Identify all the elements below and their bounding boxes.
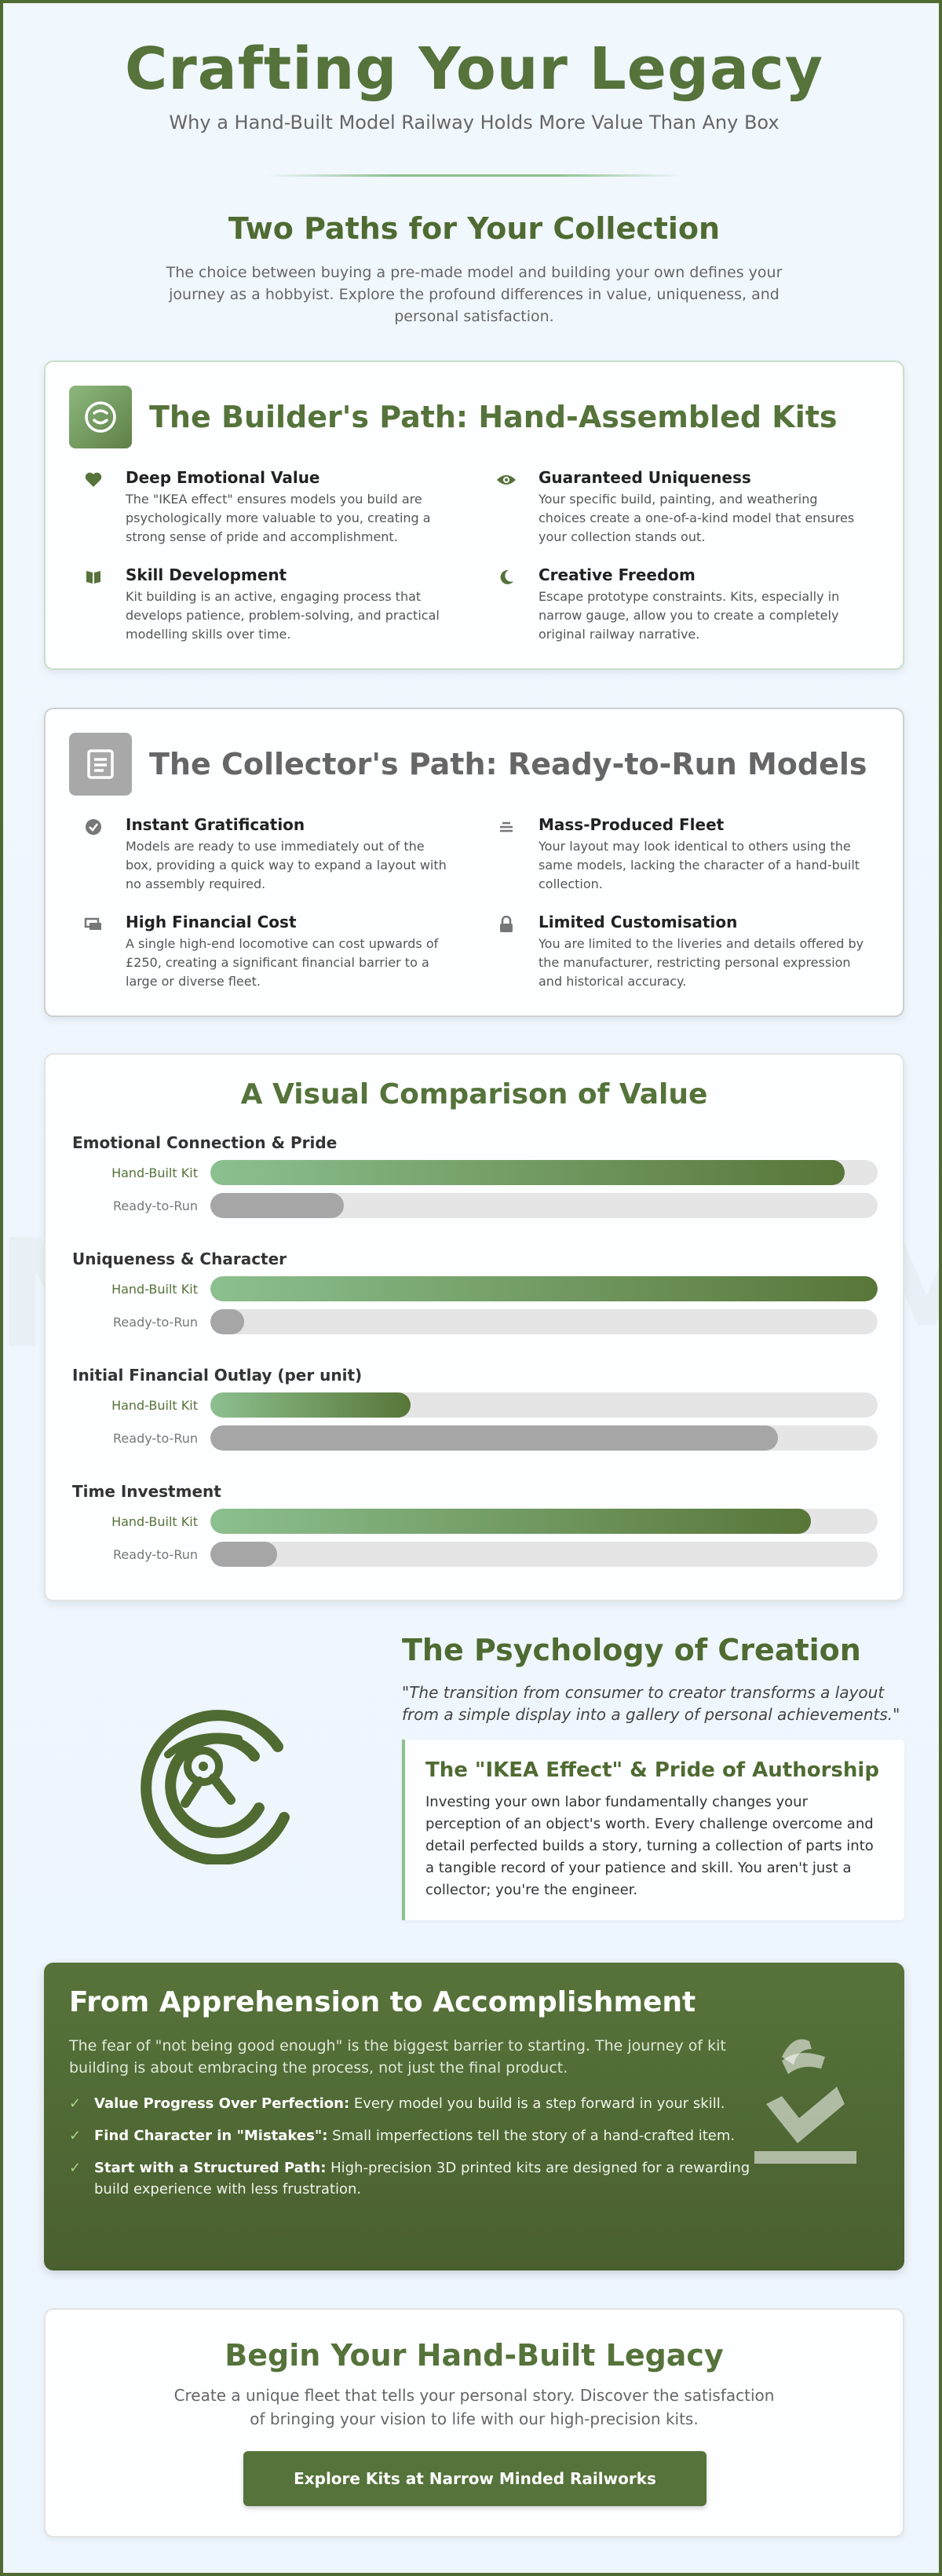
bar-label: Hand-Built Kit (111, 1398, 198, 1413)
metric-name: Time Investment (72, 1482, 221, 1501)
comparison-metric (72, 1133, 878, 1218)
list-item (69, 2125, 752, 2146)
bar-fill-handbuilt (210, 1276, 878, 1301)
feature-text: You are limited to the liveries and details offered by the manufacturer, restricting personal expression and historical accuracy. (539, 936, 864, 989)
bar-fill-rtr (210, 1193, 344, 1218)
cta-card (44, 2308, 904, 2538)
bar-fill-handbuilt (210, 1509, 811, 1534)
item-text: Every model you build is a step forward in your skill. (349, 2095, 725, 2112)
bar-label: Hand-Built Kit (111, 1165, 198, 1180)
bar-track (210, 1276, 878, 1301)
item-bold: Value Progress Over Perfection: (94, 2095, 350, 2112)
apprehension-title: From Apprehension to Accomplishment (69, 1986, 696, 2018)
check-icon: ✓ (69, 2160, 82, 2176)
item-bold: Find Character in "Mistakes": (94, 2128, 328, 2144)
collector-card-title: The Collector's Path: Ready-to-Run Models (149, 747, 867, 781)
builder-feature (496, 565, 865, 644)
psychology-section (402, 1633, 904, 1920)
bar-row-handbuilt (72, 1276, 878, 1301)
box-icon (69, 733, 132, 796)
ikea-box-title: The "IKEA Effect" & Pride of Authorship (425, 1758, 879, 1782)
heart-icon (83, 470, 104, 490)
bar-label: Ready-to-Run (113, 1431, 198, 1446)
apprehension-lead: The fear of "not being good enough" is the biggest barrier to starting. The journey of kit building is about embracing the process, not just the final product. (69, 2037, 726, 2077)
brain-gear-icon (121, 1700, 301, 1864)
comparison-metric (72, 1250, 878, 1334)
item-bold: Start with a Structured Path: (94, 2160, 327, 2176)
collector-feature (83, 815, 452, 894)
bar-track (210, 1425, 878, 1451)
bar-row-handbuilt (72, 1509, 878, 1534)
check-icon: ✓ (69, 2128, 82, 2144)
explore-kits-button[interactable]: Explore Kits at Narrow Minded Railworks (243, 2451, 706, 2506)
feature-title: Instant Gratification (126, 815, 305, 834)
feature-title: Mass-Produced Fleet (539, 815, 725, 834)
feature-text: Your layout may look identical to others using the same models, lacking the character of a hand-built collection. (539, 839, 860, 891)
builder-feature (83, 468, 452, 547)
bar-label: Ready-to-Run (113, 1315, 198, 1330)
feature-title: Skill Development (126, 565, 287, 584)
bar-track (210, 1542, 878, 1567)
builder-feature (83, 565, 452, 644)
bar-row-rtr (72, 1425, 878, 1451)
collector-feature (496, 815, 865, 894)
feature-title: Creative Freedom (539, 565, 696, 584)
check-circle-icon (83, 817, 104, 837)
bar-row-rtr (72, 1542, 878, 1567)
feature-title: Limited Customisation (539, 913, 738, 931)
feature-title: Guaranteed Uniqueness (539, 468, 751, 487)
psychology-quote: "The transition from consumer to creator transforms a layout from a simple display into a gallery of personal achievements." (402, 1683, 900, 1724)
feature-text: The "IKEA effect" ensures models you build are psychologically more valuable to you, creating a strong sense of pride and accomplishment. (126, 492, 431, 544)
bar-row-rtr (72, 1309, 878, 1334)
ikea-effect-box (402, 1740, 904, 1920)
bar-track (210, 1309, 878, 1334)
thumbs-up-check-icon (750, 2025, 860, 2167)
ikea-box-text: Investing your own labor fundamentally changes your perception of an object's worth. Every challenge overcome and detail perfected builds a story, turning a collection of parts into a tangible record of your patience and skill. You aren't just a collector; you're the engineer. (425, 1794, 874, 1898)
smiley-face-icon (69, 386, 132, 448)
cta-text: Create a unique fleet that tells your personal story. Discover the satisfaction of bringing your vision to life with our high-precision kits. (173, 2386, 775, 2428)
check-icon: ✓ (69, 2095, 82, 2112)
apprehension-list (69, 2093, 752, 2211)
lock-icon (496, 914, 517, 935)
comparison-metric (72, 1366, 878, 1451)
bar-label: Ready-to-Run (113, 1198, 198, 1213)
builder-card (44, 360, 904, 670)
bar-fill-rtr (210, 1425, 778, 1451)
metric-name: Emotional Connection & Pride (72, 1133, 338, 1152)
moon-icon (496, 567, 517, 587)
collector-card (44, 708, 904, 1017)
bar-row-rtr (72, 1193, 878, 1218)
item-text: High-precision 3D printed kits are designed for a rewarding build experience with less frustration. (94, 2160, 750, 2197)
bar-fill-rtr (210, 1309, 244, 1334)
collector-feature (496, 913, 865, 991)
bar-fill-handbuilt (210, 1392, 411, 1418)
page-title: Crafting Your Legacy (124, 35, 823, 103)
bar-fill-handbuilt (210, 1160, 845, 1185)
comparison-metric (72, 1482, 878, 1567)
metric-name: Uniqueness & Character (72, 1250, 287, 1268)
feature-title: High Financial Cost (126, 913, 297, 931)
list-item (69, 2157, 752, 2200)
cta-title: Begin Your Hand-Built Legacy (225, 2338, 724, 2373)
feature-text: Kit building is an active, engaging process that develops patience, problem-solving, and practical modelling skills over time. (126, 589, 440, 642)
bar-label: Ready-to-Run (113, 1547, 198, 1562)
bar-track (210, 1193, 878, 1218)
feature-text: Escape prototype constraints. Kits, especially in narrow gauge, allow you to create a completely original railway narrative. (539, 589, 840, 642)
feature-text: Your specific build, painting, and weathering choices create a one-of-a-kind model that ensures your collection stands out. (539, 492, 855, 544)
bar-row-handbuilt (72, 1160, 878, 1185)
comparison-title: A Visual Comparison of Value (240, 1078, 708, 1111)
bar-label: Hand-Built Kit (111, 1282, 198, 1297)
builder-card-title: The Builder's Path: Hand-Assembled Kits (149, 400, 838, 434)
collector-feature (83, 913, 452, 991)
bar-label: Hand-Built Kit (111, 1514, 198, 1529)
builder-card-header (69, 386, 838, 448)
feature-text: Models are ready to use immediately out of the box, providing a quick way to expand a layout with no assembly required. (126, 839, 447, 891)
comparison-card (44, 1053, 904, 1601)
list-item (69, 2093, 752, 2114)
bar-track (210, 1160, 878, 1185)
feature-title: Deep Emotional Value (126, 468, 320, 487)
apprehension-banner (44, 1963, 904, 2270)
page-subtitle: Why a Hand-Built Model Railway Holds More Value Than Any Box (169, 112, 780, 134)
bar-row-handbuilt (72, 1392, 878, 1418)
item-text: Small imperfections tell the story of a hand-crafted item. (327, 2128, 736, 2144)
intro-text: The choice between buying a pre-made model and building your own defines your journey as a hobbyist. Explore the profound differences in value, uniqueness, and personal satisfaction. (166, 264, 783, 325)
feature-text: A single high-end locomotive can cost upwards of £250, creating a significant financial barrier to a large or diverse fleet. (126, 936, 439, 989)
book-icon (83, 567, 104, 587)
bar-track (210, 1509, 878, 1534)
money-icon (83, 914, 104, 935)
hero (3, 35, 942, 134)
bar-track (210, 1392, 878, 1418)
metric-name: Initial Financial Outlay (per unit) (72, 1366, 363, 1385)
bar-fill-rtr (210, 1542, 277, 1567)
intro-section (137, 211, 812, 327)
lines-icon (496, 817, 517, 837)
intro-heading: Two Paths for Your Collection (228, 211, 721, 246)
collector-card-header (69, 733, 867, 796)
hero-divider (266, 174, 682, 177)
builder-feature (496, 468, 865, 547)
eye-icon (496, 470, 517, 490)
psychology-title: The Psychology of Creation (402, 1633, 861, 1667)
